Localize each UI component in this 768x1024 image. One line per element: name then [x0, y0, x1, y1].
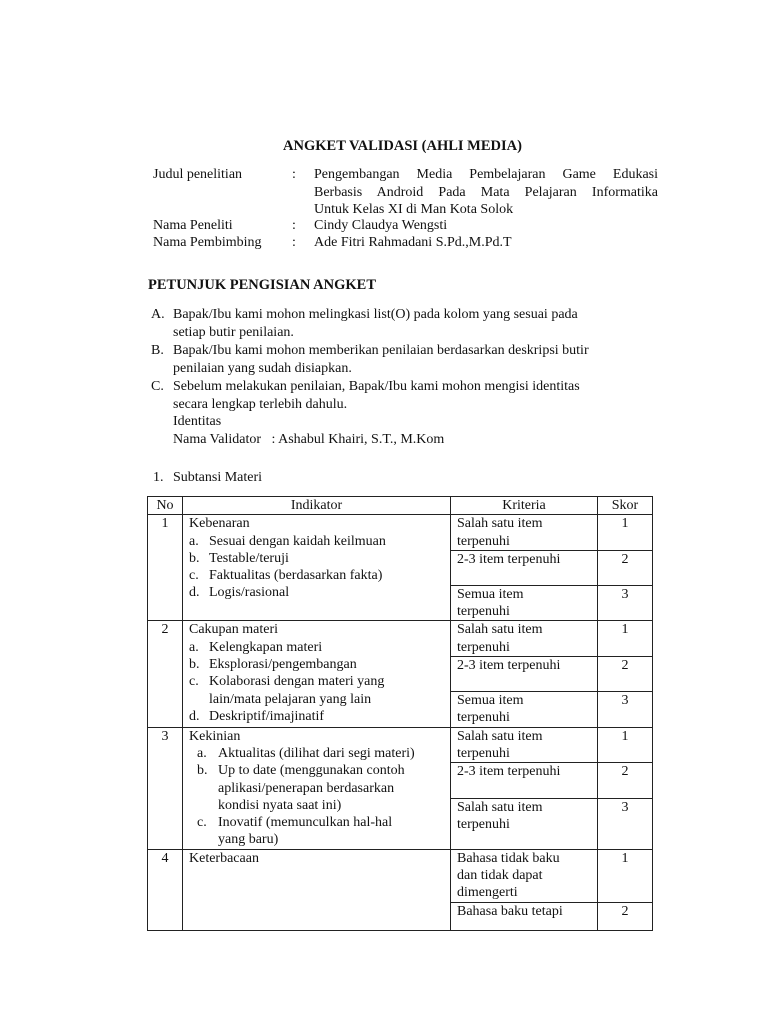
- criteria-text: 2-3 item terpenuhi: [457, 764, 561, 780]
- list-item: [189, 708, 450, 725]
- list-letter: b.: [197, 763, 208, 779]
- header-skor: Skor: [598, 497, 653, 515]
- info-value: Cindy Claudya Wengsti: [314, 218, 448, 233]
- criteria-text: terpenuhi: [457, 604, 510, 620]
- list-item-text: lain/mata pelajaran yang lain: [209, 691, 372, 707]
- instruction-line: Bapak/Ibu kami mohon memberikan penilaian berdasarkan deskripsi butir: [173, 343, 589, 358]
- list-item-text: Kolaborasi dengan materi yang: [209, 674, 385, 690]
- list-item-text: kondisi nyata saat ini): [218, 797, 342, 813]
- cell-skor: 3: [598, 585, 653, 621]
- instruction-text: [173, 306, 643, 341]
- criteria-text: dan tidak dapat: [457, 868, 543, 884]
- list-item-text: Eksplorasi/pengembangan: [209, 657, 357, 673]
- indicator-list: [189, 639, 450, 725]
- cell-skor: 1: [598, 727, 653, 763]
- info-value: Ade Fitri Rahmadani S.Pd.,M.Pd.T: [314, 235, 512, 250]
- info-label: Judul penelitian: [153, 167, 243, 182]
- header-kriteria: Kriteria: [451, 497, 598, 515]
- instruction-letter: B.: [151, 343, 164, 358]
- list-letter: a.: [189, 533, 199, 549]
- list-letter: c.: [189, 568, 199, 584]
- criteria-text: terpenuhi: [457, 639, 510, 655]
- cell-kriteria: [451, 550, 598, 585]
- list-item-text: aplikasi/penerapan berdasarkan: [218, 780, 395, 796]
- cell-skor: 1: [598, 515, 653, 551]
- criteria-text: 2-3 item terpenuhi: [457, 551, 561, 567]
- instruction-line: Sebelum melakukan penilaian, Bapak/Ibu kami mohon mengisi identitas: [173, 379, 580, 394]
- list-letter: d.: [189, 585, 200, 601]
- cell-skor: 2: [598, 902, 653, 930]
- list-item: [189, 550, 450, 567]
- indicator-title: Cakupan materi: [189, 622, 279, 638]
- instruction-line: secara lengkap terlebih dahulu.: [173, 396, 348, 412]
- info-value-line: Berbasis Android Pada Mata Pelajaran Informatika: [314, 184, 658, 200]
- rubric-table: [147, 496, 653, 931]
- instruction-text: [173, 378, 643, 448]
- list-item-text: Kelengkapan materi: [209, 639, 323, 655]
- cell-kriteria: [451, 727, 598, 763]
- list-item: [189, 814, 450, 849]
- cell-kriteria: [451, 515, 598, 551]
- cell-indikator: [183, 849, 451, 930]
- table-row: [148, 621, 653, 657]
- instruction-line: Bapak/Ibu kami mohon melingkasi list(O) pada kolom yang sesuai pada: [173, 307, 578, 322]
- indicator-title: Keterbacaan: [189, 850, 259, 866]
- cell-skor: 3: [598, 798, 653, 849]
- criteria-text: Bahasa tidak baku: [457, 850, 560, 866]
- criteria-text: Salah satu item: [457, 516, 543, 532]
- list-item: [189, 673, 450, 708]
- list-letter: c.: [189, 674, 199, 690]
- cell-kriteria: [451, 585, 598, 621]
- criteria-text: terpenuhi: [457, 533, 510, 549]
- cell-no: 2: [148, 621, 183, 727]
- instructions-heading: PETUNJUK PENGISIAN ANGKET: [148, 277, 377, 293]
- cell-kriteria: [451, 763, 598, 798]
- info-value: [314, 166, 658, 219]
- criteria-text: Salah satu item: [457, 799, 543, 815]
- list-item: [189, 656, 450, 673]
- document-title: ANGKET VALIDASI (AHLI MEDIA): [283, 138, 522, 154]
- criteria-text: 2-3 item terpenuhi: [457, 658, 561, 674]
- list-item-text: Testable/teruji: [209, 550, 289, 566]
- cell-no: 3: [148, 727, 183, 849]
- criteria-text: dimengerti: [457, 885, 518, 901]
- cell-kriteria: [451, 902, 598, 930]
- criteria-text: Salah satu item: [457, 728, 543, 744]
- list-item-text: Up to date (menggunakan contoh: [218, 763, 405, 779]
- list-letter: b.: [189, 657, 200, 673]
- instruction-text: [173, 342, 643, 377]
- table-header-row: [148, 497, 653, 515]
- instruction-line: penilaian yang sudah disiapkan.: [173, 360, 352, 376]
- list-item-text: Aktualitas (dilihat dari segi materi): [218, 745, 415, 761]
- list-item-text: Faktualitas (berdasarkan fakta): [209, 568, 383, 584]
- list-item-text: yang baru): [218, 832, 279, 848]
- indicator-list: [189, 533, 450, 602]
- list-item: [189, 567, 450, 584]
- instruction-line: setiap butir penilaian.: [173, 324, 294, 340]
- criteria-text: terpenuhi: [457, 710, 510, 726]
- info-colon: :: [292, 218, 296, 233]
- list-letter: d.: [189, 708, 200, 724]
- indicator-list: [189, 745, 450, 849]
- info-colon: :: [292, 167, 296, 182]
- indicator-title: Kekinian: [189, 728, 241, 744]
- cell-kriteria: [451, 798, 598, 849]
- info-colon: :: [292, 235, 296, 250]
- validator-name: Nama Validator : Ashabul Khairi, S.T., M.Kom: [173, 431, 445, 447]
- cell-no: 4: [148, 849, 183, 930]
- info-value-line: Pengembangan Media Pembelajaran Game Edukasi: [314, 167, 658, 182]
- criteria-text: Semua item: [457, 693, 524, 709]
- instruction-letter: A.: [151, 307, 165, 322]
- list-letter: b.: [189, 550, 200, 566]
- list-item: [189, 762, 450, 814]
- list-item-text: Inovatif (memunculkan hal-hal: [218, 815, 393, 831]
- indicator-title: Kebenaran: [189, 516, 250, 532]
- rubric-body: [148, 515, 653, 930]
- list-item-text: Deskriptif/imajinatif: [209, 708, 325, 724]
- identity-label: Identitas: [173, 414, 222, 429]
- list-item: [189, 533, 450, 550]
- list-item-text: Logis/rasional: [209, 585, 290, 601]
- table-row: [148, 515, 653, 551]
- list-letter: a.: [197, 745, 207, 761]
- info-label: Nama Peneliti: [153, 218, 233, 233]
- criteria-text: Salah satu item: [457, 622, 543, 638]
- list-item-text: Sesuai dengan kaidah keilmuan: [209, 533, 386, 549]
- criteria-text: Bahasa baku tetapi: [457, 903, 563, 919]
- list-letter: c.: [197, 815, 207, 831]
- cell-skor: 2: [598, 657, 653, 692]
- list-letter: a.: [189, 639, 199, 655]
- list-item: [189, 639, 450, 656]
- list-item: [189, 584, 450, 601]
- subsection-label: Subtansi Materi: [173, 470, 263, 485]
- cell-no: 1: [148, 515, 183, 621]
- cell-skor: 3: [598, 692, 653, 728]
- header-indikator: Indikator: [183, 497, 451, 515]
- cell-kriteria: [451, 621, 598, 657]
- table-row: [148, 849, 653, 902]
- cell-skor: 1: [598, 849, 653, 902]
- criteria-text: terpenuhi: [457, 816, 510, 832]
- cell-indikator: [183, 621, 451, 727]
- list-item: [189, 745, 450, 762]
- table-row: [148, 727, 653, 763]
- info-label: Nama Pembimbing: [153, 235, 262, 250]
- cell-indikator: [183, 727, 451, 849]
- cell-skor: 1: [598, 621, 653, 657]
- cell-skor: 2: [598, 763, 653, 798]
- cell-kriteria: [451, 849, 598, 902]
- header-no: No: [148, 497, 183, 515]
- criteria-text: Semua item: [457, 586, 524, 602]
- cell-kriteria: [451, 657, 598, 692]
- cell-kriteria: [451, 692, 598, 728]
- info-value-line: Untuk Kelas XI di Man Kota Solok: [314, 202, 514, 217]
- criteria-text: terpenuhi: [457, 745, 510, 761]
- instruction-letter: C.: [151, 379, 164, 394]
- subsection-number: 1.: [153, 470, 164, 485]
- cell-skor: 2: [598, 550, 653, 585]
- cell-indikator: [183, 515, 451, 621]
